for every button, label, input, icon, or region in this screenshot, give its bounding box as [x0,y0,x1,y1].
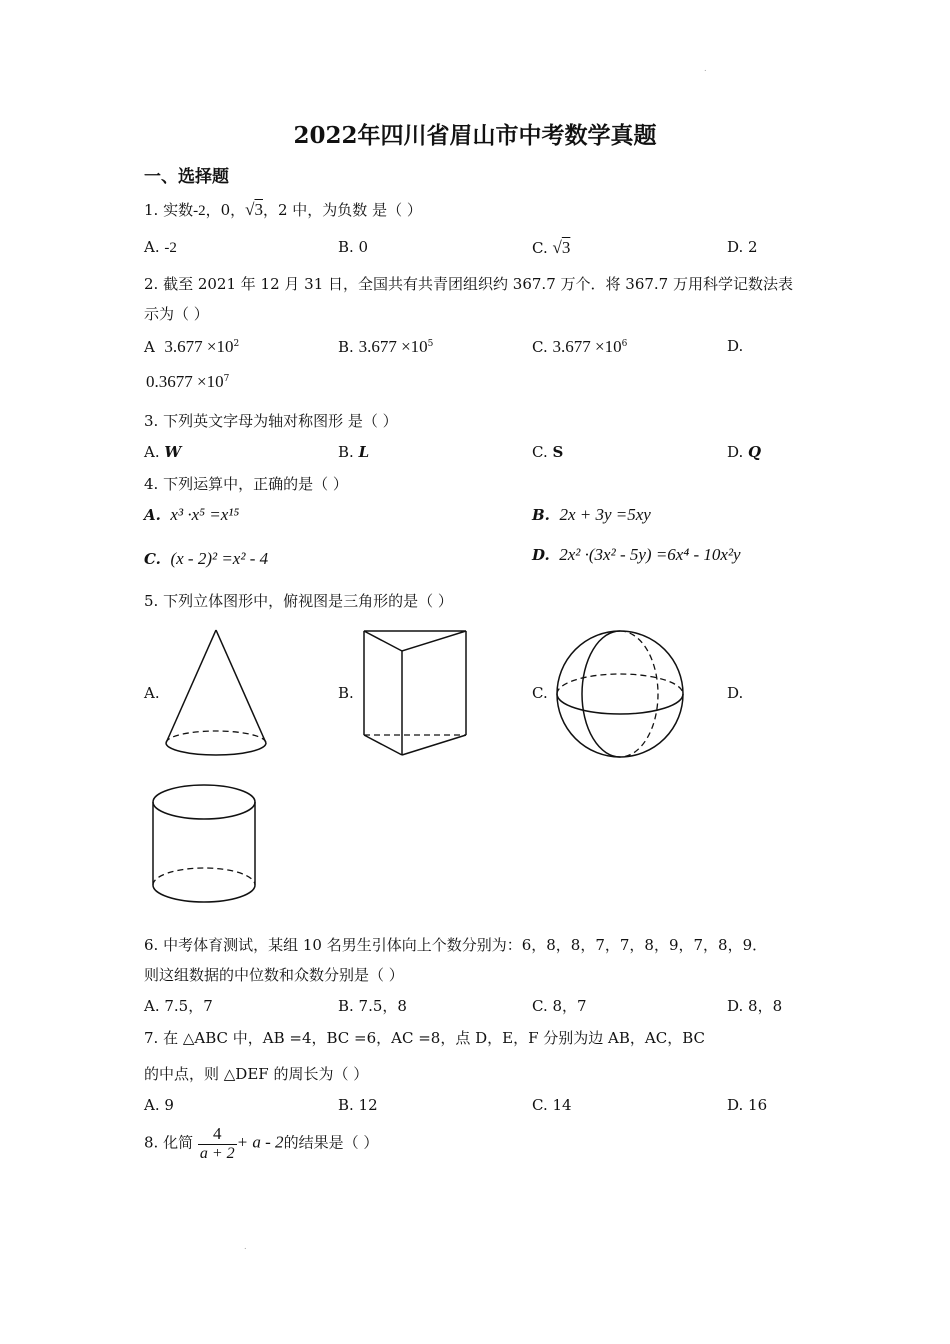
q7-option-c[interactable]: C. 14 [532,1096,572,1114]
question-6-line1: 6. 中考体育测试，某组 10 名男生引体向上个数分别为：6，8，8，7，7，8，9，7，8，9． [144,936,768,954]
q6-option-d[interactable]: D. 8，8 [727,997,783,1015]
q2-option-c[interactable]: C. $3.677 \times 10^6$ [532,337,628,356]
q7-option-d[interactable]: D. 16 [727,1096,768,1114]
q1-option-d[interactable]: D. 2 [727,238,758,256]
q5-option-b[interactable]: B. [338,684,354,702]
q2-option-d-value[interactable]: $0.3677 \times 10^7$ [146,372,230,391]
corner-dot: . [704,64,707,73]
q1-option-a[interactable]: A. -2 [144,238,177,256]
cylinder-figure [148,780,263,920]
q3-option-c[interactable]: C. S [532,443,564,461]
q1-text-c: ，2 中，为负数 是（ ） [262,201,422,219]
page-title: 2022年四川省眉山市中考数学真题 [293,122,657,149]
q1-sqrt: √3 [245,200,263,219]
q8-expression: + a - 2 [236,1132,284,1152]
q1-neg-two: -2 [193,203,206,219]
q5-option-d[interactable]: D. [727,684,744,702]
q3-option-b[interactable]: B. L [338,443,370,461]
q7-option-b[interactable]: B. 12 [338,1096,378,1114]
question-5-stem: 5. 下列立体图形中，俯视图是三角形的是（ ） [144,592,453,610]
q2-option-a[interactable]: A $3.677 \times 10^2$ [144,337,240,356]
q3-option-a[interactable]: A. W [144,443,182,461]
q8-text-pre: 8. 化简 [144,1133,194,1152]
q3-option-d[interactable]: D. Q [727,443,762,461]
q6-option-c[interactable]: C. 8，7 [532,997,587,1015]
footer-dot: . [244,1242,247,1251]
question-4-stem: 4. 下列运算中，正确的是（ ） [144,475,348,493]
q5-option-c[interactable]: C. [532,684,548,702]
q5-option-a[interactable]: A. [144,684,160,702]
q6-option-b[interactable]: B. 7.5，8 [338,997,407,1015]
question-7-line2: 的中点，则 △DEF 的周长为（ ） [144,1065,369,1083]
q4-option-a[interactable]: A. x³ ·x⁵ =x¹⁵ [144,505,240,524]
section-heading: 一、选择题 [144,167,229,187]
question-6-line2: 则这组数据的中位数和众数分别是（ ） [144,966,404,984]
q2-option-d-label[interactable]: D. [727,337,744,355]
q4-option-c[interactable]: C. (x - 2)² =x² - 4 [144,549,269,568]
q8-text-post: 的结果是（ ） [283,1133,379,1152]
question-1-stem [144,199,422,220]
q6-option-a[interactable]: A. 7.5，7 [144,997,213,1015]
q4-option-d[interactable]: D. 2x² ·(3x² - 5y) =6x⁴ - 10x²y [532,545,741,564]
q1-option-b[interactable]: B. 0 [338,238,369,256]
q4-option-b[interactable]: B. 2x + 3y =5xy [532,505,651,524]
q1-text-b: ，0， [205,201,246,219]
q1-option-c[interactable]: C. √3 [532,238,571,257]
sphere-figure [553,627,688,762]
q8-fraction: $\frac{4}{a + 2}$ [199,1124,235,1162]
question-8-stem [144,1124,378,1163]
question-3-stem: 3. 下列英文字母为轴对称图形 是（ ） [144,412,398,430]
q1-text-a: 1. 实数 [144,201,194,219]
cone-figure [160,625,272,760]
triangular-prism-figure [358,625,473,760]
question-2-line2: 示为（ ） [144,305,209,323]
question-2-line1: 2. 截至 2021 年 12 月 31 日，全国共有共青团组织约 367.7 万个．将 367.7 万用科学记数法表 [144,275,793,293]
q2-option-b[interactable]: B. $3.677 \times 10^5$ [338,337,434,356]
question-7-line1: 7. 在 △ABC 中，AB =4，BC =6，AC =8，点 D，E，F 分别为边 AB，AC，BC [144,1029,705,1047]
q7-option-a[interactable]: A. 9 [144,1096,174,1114]
